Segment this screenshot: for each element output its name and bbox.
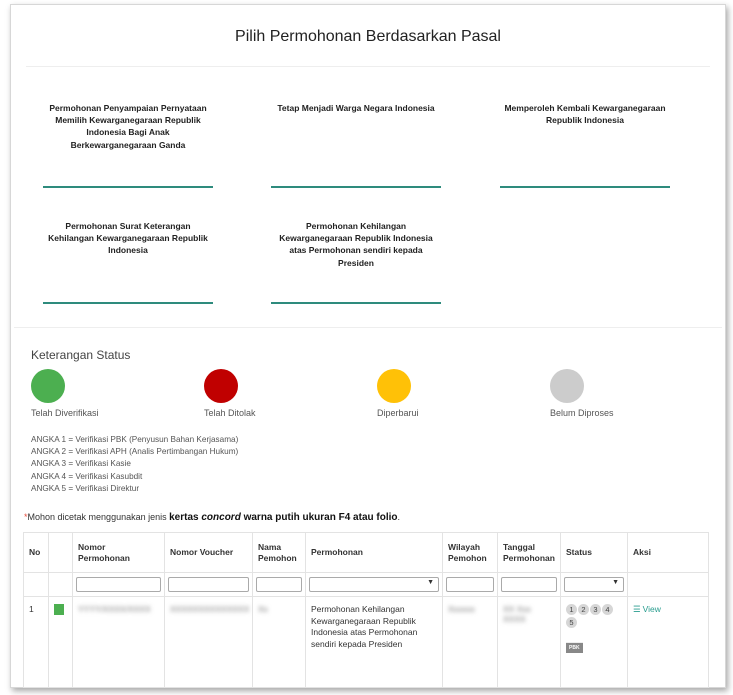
- status-legend-title: Keterangan Status: [31, 348, 131, 362]
- card-underline: [271, 186, 441, 188]
- col-header-nama-pemohon: Nama Pemohon: [253, 533, 306, 573]
- main-panel: [10, 4, 726, 688]
- filter-wilayah-input[interactable]: [446, 577, 494, 592]
- divider: [26, 66, 710, 67]
- filter-nomor-permohonan-input[interactable]: [76, 577, 161, 592]
- filter-nomor-voucher-input[interactable]: [168, 577, 249, 592]
- status-updated-label: Diperbarui: [377, 408, 419, 418]
- print-note: *Mohon dicetak menggunakan jenis kertas concord warna putih ukuran F4 atau folio.: [24, 512, 401, 523]
- step-badge: 2: [578, 604, 589, 615]
- status-verified-circle: [31, 369, 65, 403]
- card-label: Permohonan Kehilangan Kewarganegaraan Republik Indonesia atas Permohonan sendiri kepada Presiden: [279, 221, 433, 268]
- col-header-aksi: Aksi: [628, 533, 709, 573]
- step-badge: 1: [566, 604, 577, 615]
- col-header-indicator: [49, 533, 73, 573]
- dropdown-arrow-icon: ▼: [612, 579, 619, 586]
- status-rejected-circle: [204, 369, 238, 403]
- angka-line: ANGKA 4 = Verifikasi Kasubdit: [31, 471, 143, 481]
- card-underline: [271, 302, 441, 304]
- card-tetap-wni[interactable]: [271, 102, 441, 114]
- status-indicator-square: [54, 604, 64, 615]
- col-header-status: Status: [561, 533, 628, 573]
- status-pending-label: Belum Diproses: [550, 408, 614, 418]
- filter-row: [24, 573, 709, 597]
- view-link[interactable]: [633, 604, 661, 614]
- dropdown-arrow-icon: ▼: [427, 579, 434, 586]
- col-header-permohonan: Permohonan: [306, 533, 443, 573]
- page-title: Pilih Permohonan Berdasarkan Pasal: [235, 28, 501, 45]
- card-surat-keterangan[interactable]: [43, 220, 213, 257]
- row-permohonan: Permohonan Kehilangan Kewarganegaraan Republik Indonesia atas Permohonan sendiri kepada Presiden: [306, 597, 443, 688]
- applications-table: [23, 532, 709, 688]
- step-badge: 3: [590, 604, 601, 615]
- col-header-nomor-permohonan: Nomor Permohonan: [73, 533, 165, 573]
- card-memperoleh-kembali[interactable]: [500, 102, 670, 126]
- status-updated-circle: [377, 369, 411, 403]
- filter-permohonan-select[interactable]: [309, 577, 439, 592]
- list-icon: ☰: [633, 604, 641, 614]
- note-text: Mohon dicetak menggunakan jenis: [27, 512, 170, 522]
- row-nama: Xx: [258, 604, 268, 614]
- angka-line: ANGKA 3 = Verifikasi Kasie: [31, 459, 131, 469]
- filter-nama-input[interactable]: [256, 577, 302, 592]
- row-wilayah: Xxxxxx: [448, 604, 475, 614]
- card-label: Memperoleh Kembali Kewarganegaraan Republik Indonesia: [504, 103, 666, 126]
- card-label: Permohonan Penyampaian Pernyataan Memilih Kewarganegaraan Republik Indonesia Bagi Anak Berkewarganegaraan Ganda: [49, 103, 207, 150]
- angka-line: ANGKA 1 = Verifikasi PBK (Penyusun Bahan Kerjasama): [31, 435, 239, 444]
- col-header-wilayah: Wilayah Pemohon: [443, 533, 498, 573]
- table-row: [24, 597, 709, 688]
- status-rejected-label: Telah Ditolak: [204, 408, 256, 418]
- col-header-tanggal: Tanggal Permohonan: [498, 533, 561, 573]
- verification-steps: [566, 604, 622, 630]
- filter-status-select[interactable]: [564, 577, 624, 592]
- col-header-nomor-voucher: Nomor Voucher: [165, 533, 253, 573]
- pbk-badge: PBK: [566, 642, 583, 653]
- card-label: Permohonan Surat Keterangan Kehilangan Kewarganegaraan Republik Indonesia: [48, 221, 208, 256]
- view-label: View: [642, 604, 661, 614]
- angka-line: ANGKA 5 = Verifikasi Direktur: [31, 483, 140, 493]
- row-no: 1: [24, 597, 49, 688]
- row-tanggal: XX Xxx XXXX: [503, 604, 531, 624]
- note-bold: kertas concord warna putih ukuran F4 atau folio: [169, 512, 398, 523]
- angka-line: ANGKA 2 = Verifikasi APH (Analis Pertimbangan Hukum): [31, 447, 239, 457]
- required-asterisk: *: [24, 512, 28, 522]
- step-badge: 5: [566, 617, 577, 628]
- card-kehilangan-kewarganegaraan[interactable]: [271, 220, 441, 269]
- col-header-no: No: [24, 533, 49, 573]
- status-verified-label: Telah Diverifikasi: [31, 408, 99, 418]
- card-underline: [500, 186, 670, 188]
- card-pernyataan-memilih[interactable]: [43, 102, 213, 151]
- card-underline: [43, 186, 213, 188]
- card-underline: [43, 302, 213, 304]
- verification-steps-legend: [31, 434, 238, 495]
- table-header-row: [24, 533, 709, 573]
- filter-tanggal-input[interactable]: [501, 577, 557, 592]
- row-nomor-permohonan: YYYY/XXXX/XXXX: [78, 604, 151, 614]
- card-label: Tetap Menjadi Warga Negara Indonesia: [277, 103, 435, 113]
- divider: [14, 327, 722, 328]
- row-nomor-voucher: XXXXXXXXXXXXXX: [170, 604, 250, 614]
- status-pending-circle: [550, 369, 584, 403]
- step-badge: 4: [602, 604, 613, 615]
